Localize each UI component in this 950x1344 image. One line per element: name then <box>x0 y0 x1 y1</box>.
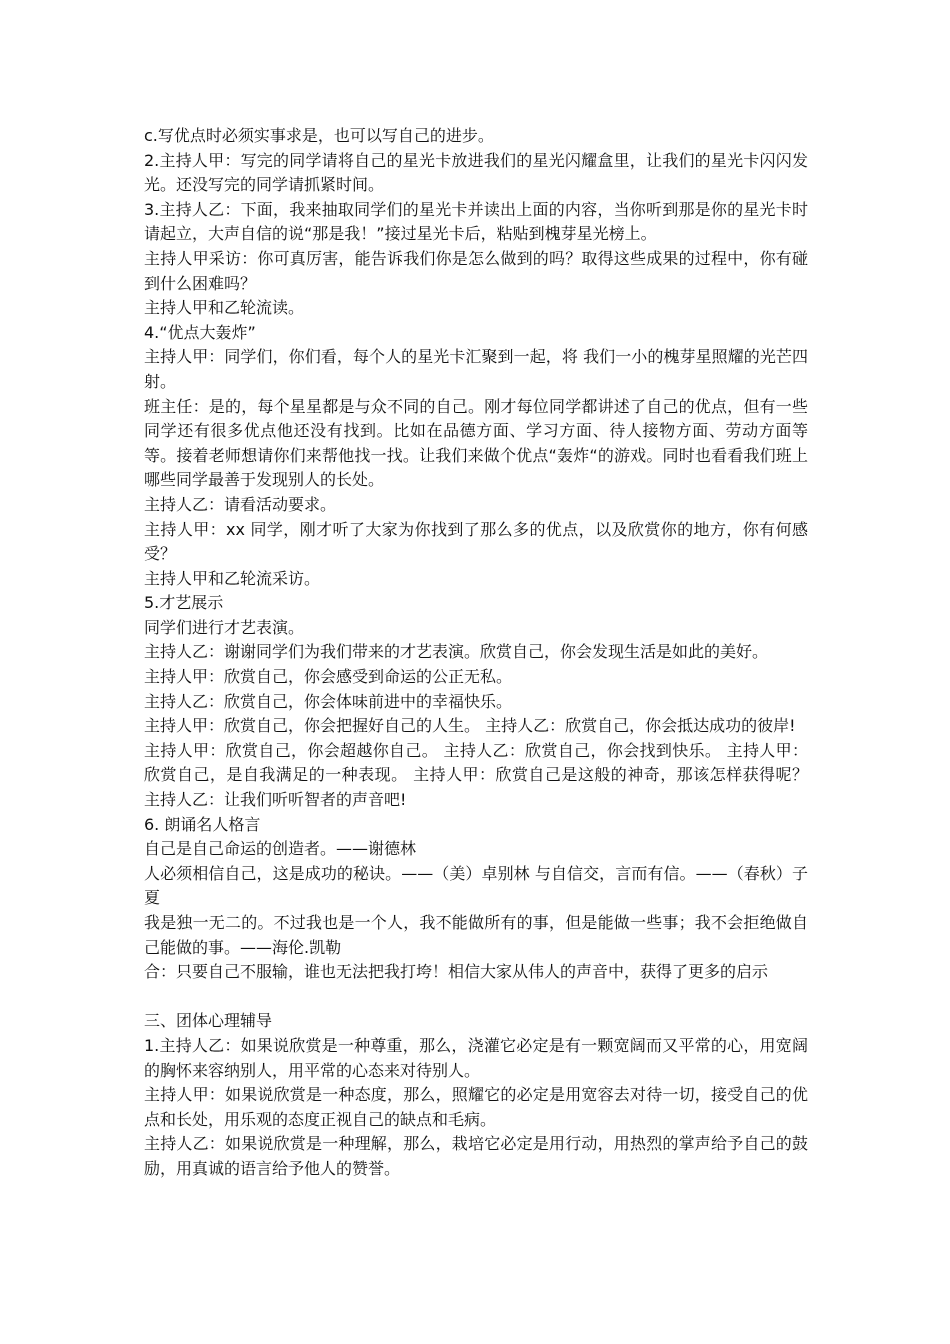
section-heading: 5.才艺展示 <box>144 593 224 613</box>
paragraph: 班主任：是的，每个星星都是与众不同的自己。刚才每位同学都讲述了自己的优点，但有一些同学还有很多优点他还没有找到。比如在品德方面、学习方面、待人接物方面、劳动方面等等。接着老师想请你们来帮他找一找。让我们来做个优点“轰炸“的游戏。同时也看看我们班上哪些同学最善于发现别人的长处。 <box>144 396 808 490</box>
paragraph: 主持人甲：同学们，你们看，每个人的星光卡汇聚到一起，将 我们一小的槐芽星照耀的光芒四射。 <box>144 347 808 391</box>
quote: 我是独一无二的。不过我也是一个人，我不能做所有的事，但是能做一些事；我不会拒绝做自己能做的事。——海伦.凯勒 <box>144 913 808 957</box>
blank-line <box>144 985 808 1010</box>
section-heading: 4.“优点大轰炸” <box>144 322 256 342</box>
paragraph: 主持人甲：欣赏自己，你会把握好自己的人生。 主持人乙：欣赏自己，你会抵达成功的彼岸! <box>144 716 796 736</box>
paragraph: 主持人甲采访：你可真厉害，能告诉我们你是怎么做到的吗？取得这些成果的过程中，你有碰到什么困难吗？ <box>144 248 808 293</box>
paragraph: 3.主持人乙：下面，我来抽取同学们的星光卡并读出上面的内容，当你听到那是你的星光卡时请起立，大声自信的说“那是我！”接过星光卡后，粘贴到槐芽星光榜上。 <box>144 199 808 244</box>
paragraph: 主持人乙：谢谢同学们为我们带来的才艺表演。欣赏自己，你会发现生活是如此的美好。 <box>144 642 769 662</box>
paragraph: 1.主持人乙：如果说欣赏是一种尊重，那么，浇灌它必定是有一颗宽阔而又平常的心，用宽阔的胸怀来容纳别人，用平常的心态来对待别人。 <box>144 1035 808 1080</box>
paragraph: 主持人甲：欣赏自己，你会超越你自己。 主持人乙：欣赏自己，你会找到快乐。 主持人甲：欣赏自己，是自我满足的一种表现。 主持人甲：欣赏自己是这般的神奇，那该怎样获得呢？ 主持人乙：让我们听听智者的声音吧! <box>144 740 808 810</box>
document-body <box>144 124 808 1182</box>
quote: 人必须相信自己，这是成功的秘诀。——（美）卓别林 与自信交，言而有信。——（春秋）子夏 <box>144 863 808 908</box>
paragraph: 主持人乙：请看活动要求。 <box>144 494 337 514</box>
paragraph: 主持人甲：xx 同学，刚才听了大家为你找到了那么多的优点，以及欣赏你的地方，你有何感受？ <box>144 519 808 564</box>
paragraph: 主持人甲和乙轮流读。 <box>144 298 305 318</box>
paragraph: 主持人甲和乙轮流采访。 <box>144 568 321 588</box>
quote: 自己是自己命运的创造者。——谢德林 <box>144 839 417 859</box>
section-heading: 三、团体心理辅导 <box>144 1011 273 1031</box>
paragraph: c.写优点时必须实事求是，也可以写自己的进步。 <box>144 126 494 145</box>
paragraph: 主持人乙：欣赏自己，你会体味前进中的幸福快乐。 <box>144 691 513 711</box>
paragraph: 主持人甲：欣赏自己，你会感受到命运的公正无私。 <box>144 667 513 687</box>
paragraph: 合：只要自己不服输，谁也无法把我打垮！相信大家从伟人的声音中，获得了更多的启示 <box>144 962 769 982</box>
paragraph: 同学们进行才艺表演。 <box>144 617 305 637</box>
section-heading: 6. 朗诵名人格言 <box>144 814 261 834</box>
paragraph: 2.主持人甲：写完的同学请将自己的星光卡放进我们的星光闪耀盒里，让我们的星光卡闪闪发光。还没写完的同学请抓紧时间。 <box>144 150 808 195</box>
paragraph: 主持人乙：如果说欣赏是一种理解，那么，栽培它必定是用行动，用热烈的掌声给予自己的鼓励，用真诚的语言给予他人的赞誉。 <box>144 1134 808 1178</box>
paragraph: 主持人甲：如果说欣赏是一种态度，那么，照耀它的必定是用宽容去对待一切，接受自己的优点和长处，用乐观的态度正视自己的缺点和毛病。 <box>144 1085 808 1129</box>
